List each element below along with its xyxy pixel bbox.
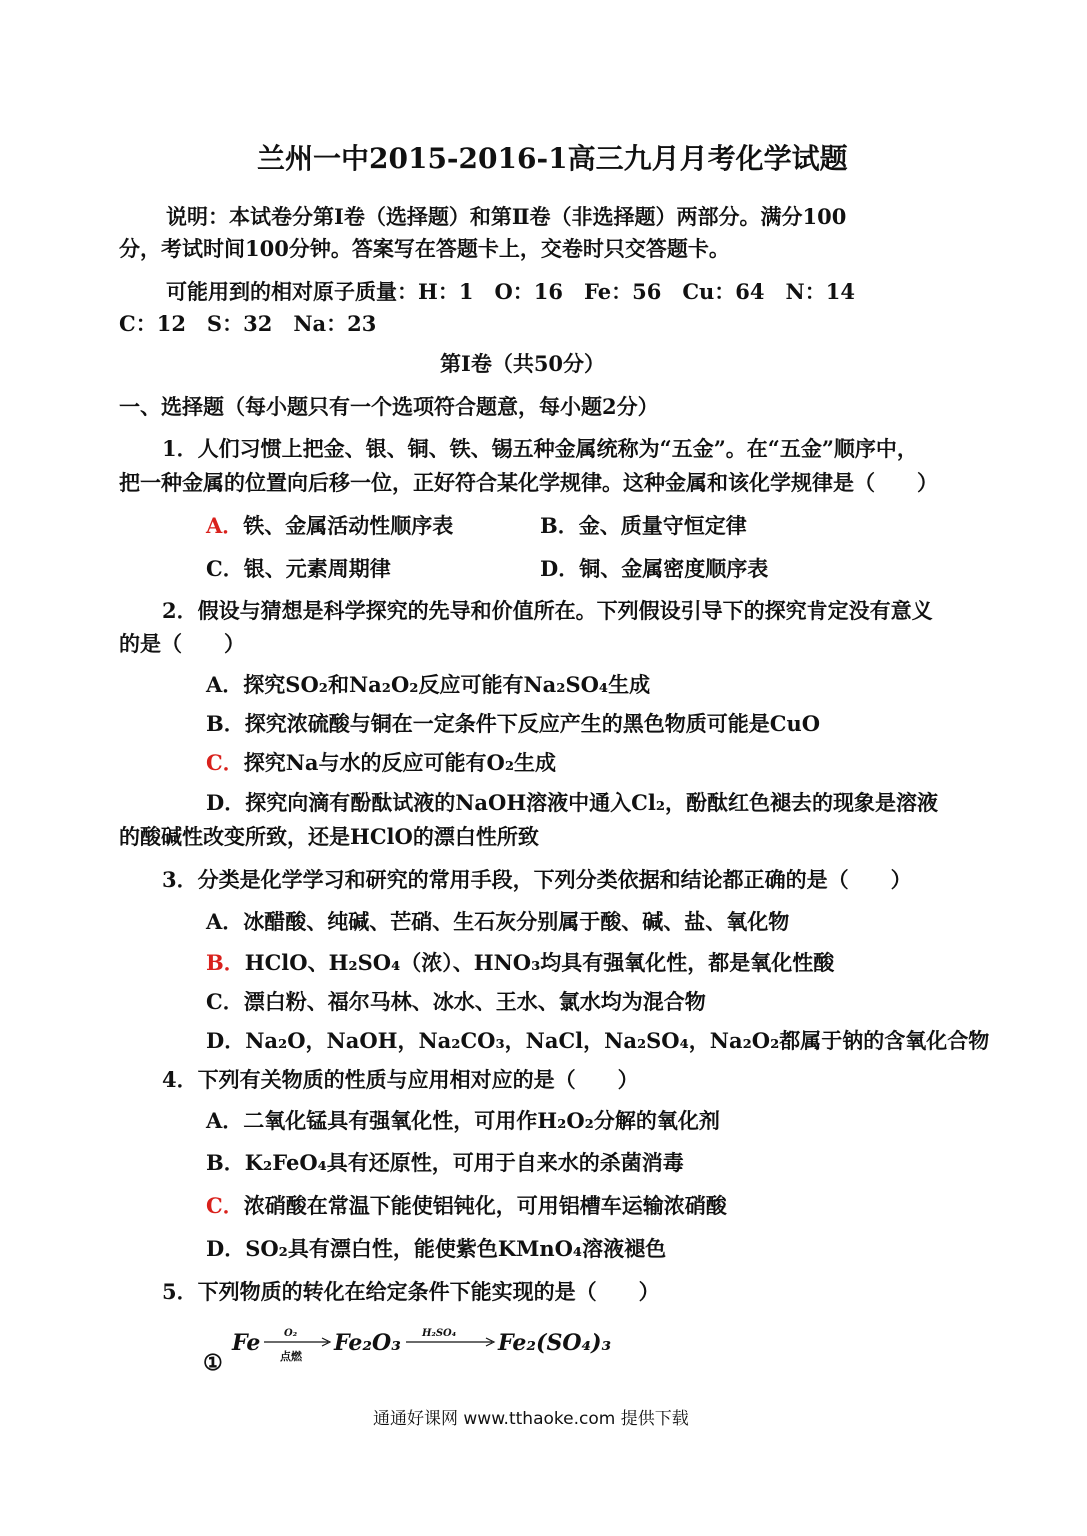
section-heading: 一、选择题（每小题只有一个选项符合题意，每小题2分）	[119, 394, 659, 419]
q4-option-c[interactable]: C．浓硝酸在常温下能使铝钝化，可用铝槽车运输浓硝酸	[206, 1193, 727, 1218]
q2-stem-line-2: 的是（ ）	[119, 631, 245, 656]
atomic-masses-line-1: 可能用到的相对原子质量：H：1 O：16 Fe：56 Cu：64 N：14	[166, 279, 855, 304]
answer-letter: A．	[206, 513, 244, 538]
answer-letter: C．	[206, 750, 244, 775]
q3-stem: 3．分类是化学学习和研究的常用手段，下列分类依据和结论都正确的是（ ）	[162, 867, 912, 892]
answer-letter: C．	[206, 1193, 244, 1218]
arrow1-top-label: O₂	[284, 1328, 298, 1339]
q4-stem: 4．下列有关物质的性质与应用相对应的是（ ）	[162, 1067, 639, 1092]
reactant-fe: Fe	[232, 1330, 261, 1356]
instructions-line-2: 分，考试时间100分钟。答案写在答题卡上，交卷时只交答题卡。	[119, 236, 730, 261]
product-fe2o3: Fe₂O₃	[334, 1330, 401, 1356]
footer-credit: 通通好课网 www.tthaoke.com 提供下载	[373, 1409, 689, 1429]
reaction-marker: ①	[203, 1350, 223, 1376]
product-fe2so43: Fe₂(SO₄)₃	[498, 1330, 612, 1356]
arrow2-top-label: H₂SO₄	[422, 1328, 457, 1339]
q2-option-d-continued: 的酸碱性改变所致，还是HClO的漂白性所致	[119, 824, 539, 849]
q4-option-b[interactable]: B．K₂FeO₄具有还原性，可用于自来水的杀菌消毒	[206, 1150, 684, 1175]
q2-option-c[interactable]: C．探究Na与水的反应可能有O₂生成	[206, 750, 557, 775]
page-title: 兰州一中2015-2016-1高三九月月考化学试题	[257, 142, 848, 175]
q1-option-a[interactable]: A．铁、金属活动性顺序表	[206, 513, 454, 538]
arrow1-bottom-label: 点燃	[280, 1350, 302, 1363]
q3-option-a[interactable]: A．冰醋酸、纯碱、芒硝、生石灰分别属于酸、碱、盐、氧化物	[206, 909, 790, 934]
q1-stem-line-1: 1．人们习惯上把金、银、铜、铁、锡五种金属统称为“五金”。在“五金”顺序中，	[162, 436, 918, 461]
q3-option-d[interactable]: D．Na₂O，NaOH，Na₂CO₃，NaCl，Na₂SO₄，Na₂O₂都属于钠的含氧化合物	[206, 1028, 990, 1053]
atomic-masses-line-2: C：12 S：32 Na：23	[119, 311, 377, 336]
q3-option-c[interactable]: C．漂白粉、福尔马林、冰水、王水、氯水均为混合物	[206, 989, 706, 1014]
q5-stem: 5．下列物质的转化在给定条件下能实现的是（ ）	[162, 1279, 660, 1304]
q3-option-b[interactable]: B．HClO、H₂SO₄（浓）、HNO₃均具有强氧化性，都是氧化性酸	[206, 950, 835, 975]
part-heading: 第Ⅰ卷（共50分）	[440, 351, 606, 376]
q2-option-b[interactable]: B．探究浓硫酸与铜在一定条件下反应产生的黑色物质可能是CuO	[206, 711, 821, 736]
q4-option-a[interactable]: A．二氧化锰具有强氧化性，可用作H₂O₂分解的氧化剂	[206, 1108, 720, 1133]
q2-option-d[interactable]: D．探究向滴有酚酞试液的NaOH溶液中通入Cl₂，酚酞红色褪去的现象是溶液	[206, 790, 939, 815]
q1-stem-line-2: 把一种金属的位置向后移一位，正好符合某化学规律。这种金属和该化学规律是（ ）	[119, 470, 938, 495]
q2-option-a[interactable]: A．探究SO₂和Na₂O₂反应可能有Na₂SO₄生成	[206, 672, 651, 697]
q1-option-c[interactable]: C．银、元素周期律	[206, 556, 391, 581]
reaction-formula	[200, 1320, 660, 1380]
q1-option-d[interactable]: D．铜、金属密度顺序表	[540, 556, 769, 581]
instructions-line-1: 说明：本试卷分第Ⅰ卷（选择题）和第Ⅱ卷（非选择题）两部分。满分100	[166, 204, 847, 229]
q2-stem-line-1: 2．假设与猜想是科学探究的先导和价值所在。下列假设引导下的探究肯定没有意义	[162, 598, 933, 623]
q4-option-d[interactable]: D．SO₂具有漂白性，能使紫色KMnO₄溶液褪色	[206, 1236, 667, 1261]
answer-letter: B．	[206, 950, 245, 975]
q1-option-b[interactable]: B．金、质量守恒定律	[540, 513, 747, 538]
